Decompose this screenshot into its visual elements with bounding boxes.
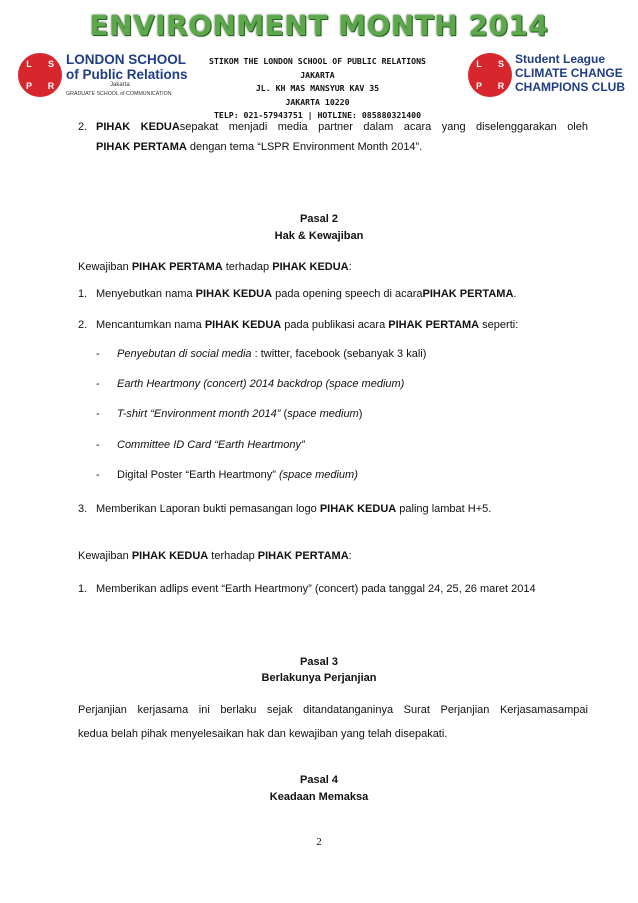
list-dash: - (96, 469, 100, 481)
letterhead (0, 0, 638, 120)
sub-item-1 (117, 348, 426, 360)
article-3-subheading: Berlakunya Perjanjian (261, 672, 377, 684)
text: ( (280, 408, 288, 420)
text: : twitter, facebook (sebanyak 3 kali) (251, 348, 427, 360)
party-name: PIHAK PERTAMA (388, 319, 480, 331)
sub-item-3 (117, 408, 362, 420)
party-name: PIHAK KEDUA (272, 261, 349, 273)
text: Digital Poster “Earth Heartmony” (117, 469, 279, 481)
item-text: Memberikan adlips event “Earth Heartmony” (concert) pada tanggal 24, 25, 26 maret 2014 (96, 583, 536, 595)
school-line2: of Public Relations (66, 67, 188, 82)
text: paling lambat H+5. (396, 503, 492, 515)
sub-item-4 (117, 439, 305, 451)
logo-letter: S (497, 58, 504, 69)
article-2-subheading: Hak & Kewajiban (274, 230, 364, 242)
italic-text: Committee ID Card “Earth Heartmony” (117, 439, 305, 451)
party-name: PIHAK PERTAMA (96, 141, 187, 153)
italic-text: Earth Heartmony (concert) 2014 backdrop (space medium) (117, 378, 405, 390)
italic-text: (space medium) (279, 469, 358, 481)
italic-text: space medium (287, 408, 359, 420)
article-3-paragraph (78, 703, 588, 741)
text: seperti: (479, 319, 519, 331)
item-number: 2. (78, 319, 88, 331)
party-name: PIHAK KEDUA (204, 319, 282, 331)
article-2-heading: Pasal 2 (300, 213, 338, 225)
lspr-logo-right (468, 53, 512, 97)
item-text (96, 318, 518, 332)
logo-letter: R (47, 80, 55, 91)
text: Memberikan Laporan bukti pemasangan logo (96, 503, 320, 515)
item-number: 1. (78, 583, 88, 595)
party-name: PIHAK KEDUA (195, 288, 273, 300)
logo-letter: R (497, 80, 505, 91)
school-name (66, 52, 188, 82)
text: pada opening speech di acara (272, 288, 423, 300)
text: . (513, 288, 517, 300)
text: ) (358, 408, 363, 420)
italic-text: Penyebutan di social media (117, 348, 252, 360)
item-number: 3. (78, 503, 88, 515)
club-name (515, 52, 625, 94)
obligation-intro-1 (78, 260, 588, 274)
school-grad: GRADUATE SCHOOL of COMMUNICATION (66, 91, 172, 97)
article-4-subheading: Keadaan Memaksa (269, 791, 369, 803)
item-text (96, 502, 491, 516)
party-name: PIHAK PERTAMA (257, 550, 349, 562)
paragraph-line: kedua belah pihak menyelesaikan hak dan kewajiban yang telah disepakati. (78, 728, 448, 740)
text: pada publikasi acara (281, 319, 389, 331)
address-line: STIKOM THE LONDON SCHOOL OF PUBLIC RELATIONS JAKARTA (209, 56, 426, 80)
text: terhadap (208, 550, 258, 562)
item-number: 2. (78, 121, 88, 133)
party-name: PIHAK KEDUA (131, 550, 209, 562)
sub-item-2 (117, 378, 404, 390)
italic-text: T-shirt “Environment month 2014” (117, 408, 281, 420)
party-name: PIHAK KEDUA (96, 121, 180, 133)
logo-letter: L (476, 58, 482, 69)
item-text: sepakat menjadi media partner dalam acara yang diselenggarakan oleh (179, 121, 588, 133)
event-title: ENVIRONMENT MONTH 2014 (89, 9, 549, 42)
paragraph-line: Perjanjian kerjasama ini berlaku sejak ditandatanganinya Surat Perjanjian Kerjasamasampai (78, 704, 588, 716)
logo-letter: L (26, 58, 32, 69)
sub-item-5 (117, 469, 358, 481)
address-block (190, 55, 445, 123)
club-line: Student League (515, 52, 606, 66)
item-number: 1. (78, 288, 88, 300)
page-number: 2 (316, 836, 322, 848)
party-name: PIHAK PERTAMA (422, 288, 514, 300)
party-name: PIHAK KEDUA (319, 503, 397, 515)
item-line (96, 120, 588, 134)
text: Menyebutkan nama (96, 288, 196, 300)
text: Kewajiban (78, 550, 132, 562)
address-line: TELP: 021-57943751 | HOTLINE: 085880321400 (213, 110, 422, 120)
text: terhadap (222, 261, 273, 273)
item-text: dengan tema “LSPR Environment Month 2014”. (186, 141, 423, 153)
obligation-intro-2 (78, 549, 588, 563)
lspr-logo-left (18, 53, 62, 97)
party-name: PIHAK PERTAMA (131, 261, 223, 273)
logo-letter: P (25, 80, 32, 91)
item-text (96, 287, 516, 301)
club-line: CLIMATE CHANGE (515, 66, 623, 80)
club-line: CHAMPIONS CLUB (515, 80, 625, 94)
school-city: Jakarta (110, 82, 130, 88)
article-3-heading: Pasal 3 (300, 656, 338, 668)
logo-letter: S (47, 58, 54, 69)
address-line: JAKARTA 10220 (285, 96, 350, 107)
text: : (348, 261, 352, 273)
text: Kewajiban (78, 261, 132, 273)
address-line: JL. KH MAS MANSYUR KAV 35 (255, 83, 380, 93)
text: : (348, 550, 352, 562)
list-dash: - (96, 408, 100, 420)
school-line1: LONDON SCHOOL (66, 52, 186, 67)
article-4-heading: Pasal 4 (300, 774, 338, 786)
text: Mencantumkan nama (96, 319, 205, 331)
list-dash: - (96, 378, 100, 390)
logo-letter: P (475, 80, 482, 91)
list-dash: - (96, 439, 100, 451)
item-line (96, 140, 588, 154)
agreement-item-2-text (96, 120, 588, 154)
list-dash: - (96, 348, 100, 360)
